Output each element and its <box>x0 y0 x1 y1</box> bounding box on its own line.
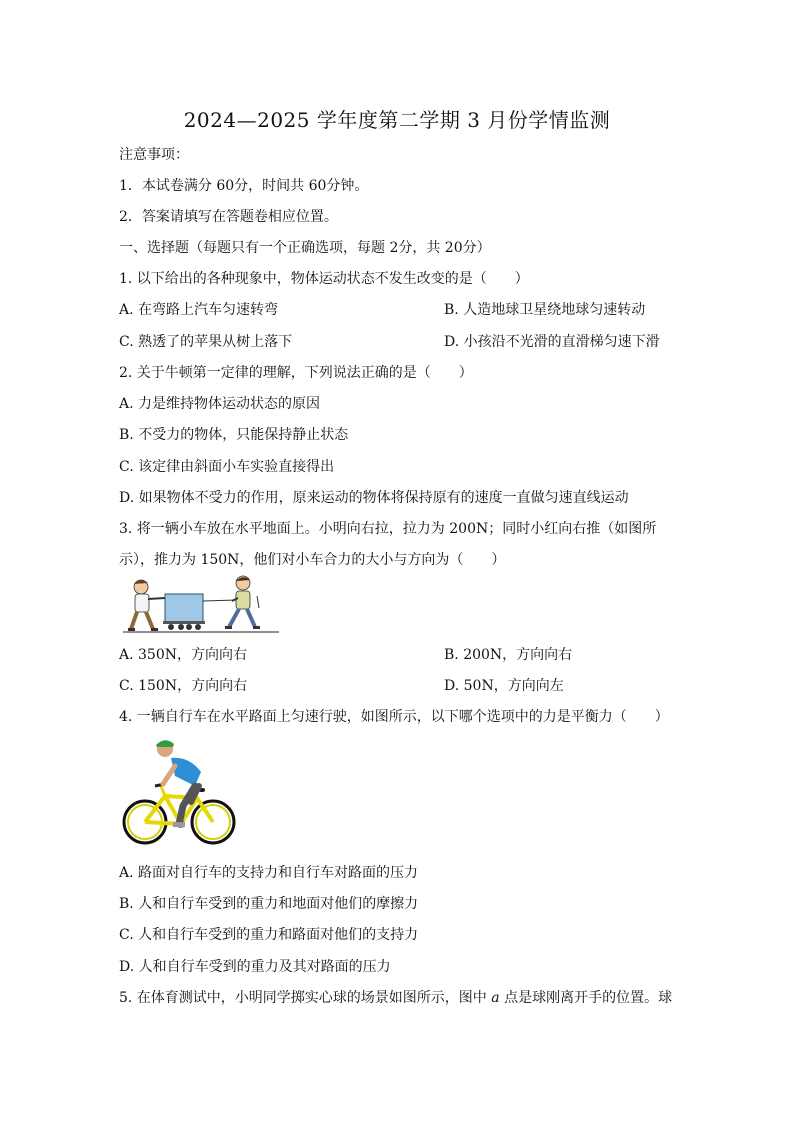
cyclist-figure <box>121 736 237 848</box>
q2-option-d: D. 如果物体不受力的作用，原来运动的物体将保持原有的速度一直做匀速直线运动 <box>119 490 629 506</box>
q4-option-d: D. 人和自行车受到的重力及其对路面的压力 <box>119 959 391 975</box>
section-heading: 一、选择题（每题只有一个正确选项，每题 2分，共 20分） <box>119 240 491 256</box>
q1-option-c: C. 熟透了的苹果从树上落下 <box>119 334 293 350</box>
q4-option-c: C. 人和自行车受到的重力和路面对他们的支持力 <box>119 927 419 943</box>
q2-option-c: C. 该定律由斜面小车实验直接得出 <box>119 459 335 475</box>
q2-option-b: B. 不受力的物体，只能保持静止状态 <box>119 427 349 443</box>
q5-stem-before: 5. 在体育测试中，小明同学掷实心球的场景如图所示，图中 <box>119 990 492 1006</box>
q1-option-b: B. 人造地球卫星绕地球匀速转动 <box>444 302 646 318</box>
q3-option-d: D. 50N，方向向左 <box>444 678 564 694</box>
question-3-stem-line2: 示），推力为 150N，他们对小车合力的大小与方向为（ ） <box>119 552 506 568</box>
note-item: 2．答案请填写在答题卷相应位置。 <box>119 209 338 225</box>
q3-option-c: C. 150N，方向向右 <box>119 678 248 694</box>
q5-stem-after: 点是球刚离开手的位置。球 <box>499 990 673 1006</box>
q3-option-a: A. 350N，方向向右 <box>119 647 247 663</box>
question-5-stem <box>119 989 672 1007</box>
question-3-stem-line1: 3. 将一辆小车放在水平地面上。小明向右拉，拉力为 200N；同时小红向右推（如图所 <box>119 521 657 537</box>
notes-heading: 注意事项： <box>119 147 189 163</box>
q5-point-label: a <box>491 990 500 1006</box>
q4-option-b: B. 人和自行车受到的重力和地面对他们的摩擦力 <box>119 896 419 912</box>
q3-option-b: B. 200N，方向向右 <box>444 647 573 663</box>
q2-option-a: A. 力是维持物体运动状态的原因 <box>119 396 321 412</box>
question-2-stem: 2. 关于牛顿第一定律的理解，下列说法正确的是（ ） <box>119 365 473 381</box>
q4-option-a: A. 路面对自行车的支持力和自行车对路面的压力 <box>119 865 419 881</box>
question-1-stem: 1. 以下给出的各种现象中，物体运动状态不发生改变的是（ ） <box>119 271 529 287</box>
question-4-stem: 4. 一辆自行车在水平路面上匀速行驶，如图所示，以下哪个选项中的力是平衡力（ ） <box>119 709 669 725</box>
cart-push-pull-figure <box>119 574 284 636</box>
note-item: 1．本试卷满分 60分，时间共 60分钟。 <box>119 178 369 194</box>
q1-option-d: D. 小孩沿不光滑的直滑梯匀速下滑 <box>444 334 660 350</box>
exam-title: 2024—2025 学年度第二学期 3 月份学情监测 <box>183 108 611 132</box>
q1-option-a: A. 在弯路上汽车匀速转弯 <box>119 302 279 318</box>
